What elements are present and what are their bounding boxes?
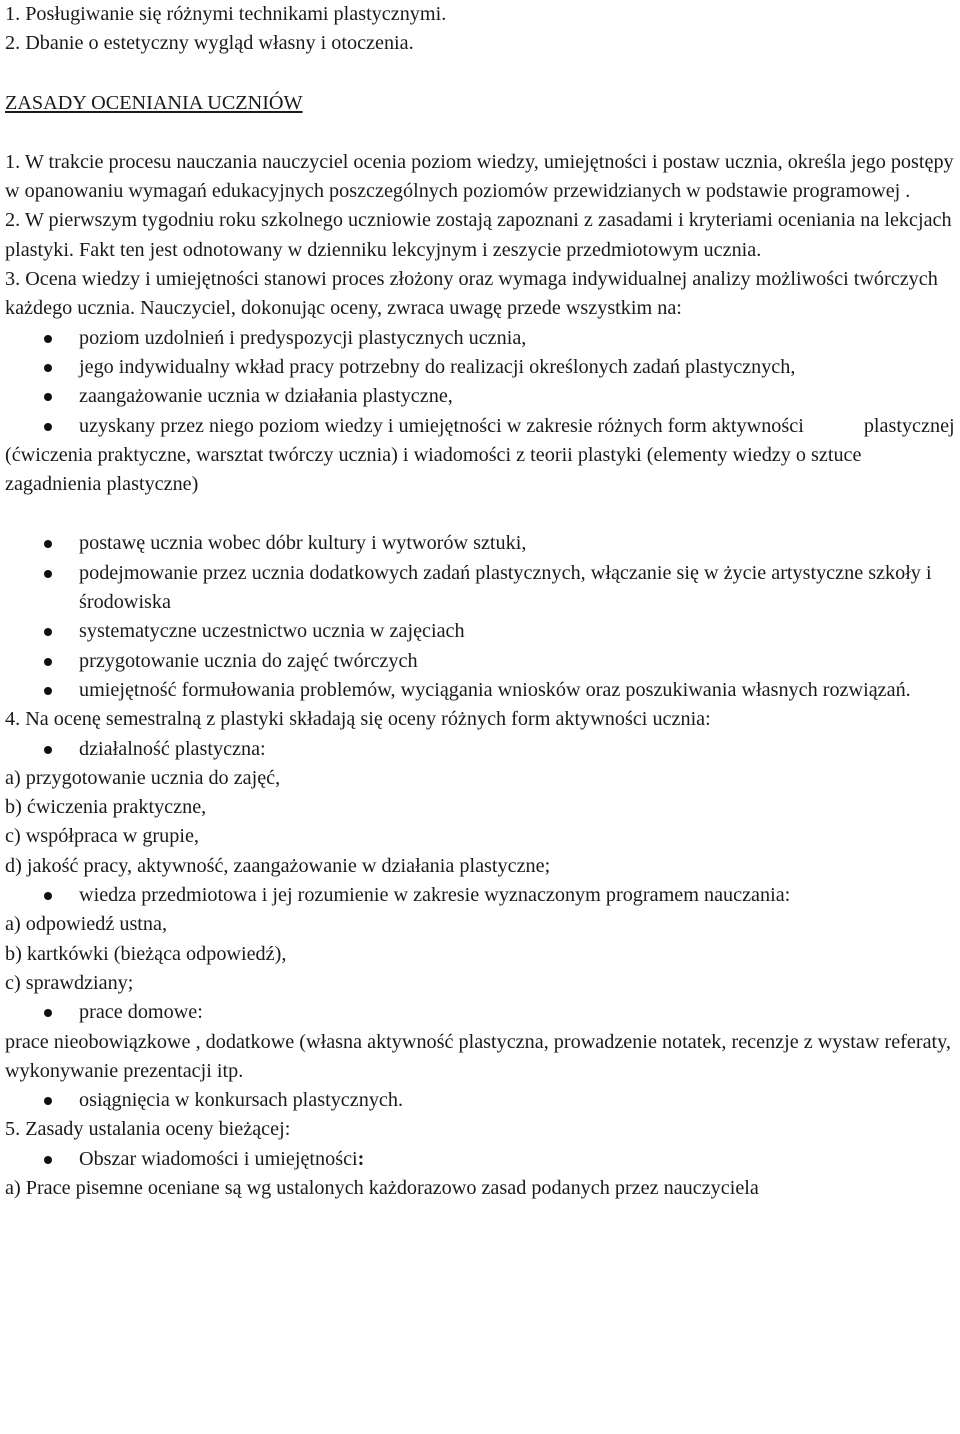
sub-item: b) kartkówki (bieżąca odpowiedź), (5, 942, 287, 965)
list-item (5, 529, 957, 558)
list-item (5, 324, 957, 353)
list-item-tail: plastycznej (863, 414, 955, 437)
list-item (5, 881, 957, 910)
list-item (5, 647, 957, 676)
bullet-icon (44, 570, 52, 578)
bullet-icon (44, 1097, 52, 1105)
activity-list-3 (5, 998, 957, 1027)
activity-list-2 (5, 881, 957, 910)
bullet-icon (44, 1156, 52, 1164)
sub-item: c) współpraca w grupie, (5, 825, 199, 848)
list-item (5, 1086, 957, 1115)
list-item-text: prace domowe: (79, 1001, 203, 1024)
intro-line-2: 2. Dbanie o estetyczny wygląd własny i otoczenia. (5, 32, 414, 55)
bullet-icon (44, 364, 52, 372)
list-item-text: jego indywidualny wkład pracy potrzebny do realizacji określonych zadań plastycznych, (79, 355, 796, 378)
list-item (5, 676, 957, 705)
list-item-text: postawę ucznia wobec dóbr kultury i wytworów sztuki, (79, 532, 527, 555)
list-item (5, 617, 957, 646)
paragraph-3: 3. Ocena wiedzy i umiejętności stanowi proces złożony oraz wymaga indywidualnej analizy możliwości twórczych każdego ucznia. Nauczyciel, dokonując oceny, zwraca uwagę przede wszystkim na: (5, 268, 938, 320)
paragraph-2: 2. W pierwszym tygodniu roku szkolnego uczniowie zostają zapoznani z zasadami i kryteriami oceniania na lekcjach plastyki. Fakt ten jest odnotowany w dzienniku lekcyjnym i zeszycie przedmiotowym ucznia. (5, 209, 952, 261)
list-item-text: poziom uzdolnień i predyspozycji plastycznych ucznia, (79, 326, 527, 349)
list-item-text: osiągnięcia w konkursach plastycznych. (79, 1089, 404, 1112)
list-item (5, 382, 957, 411)
list-item-text: uzyskany przez niego poziom wiedzy i umiejętności w zakresie różnych form aktywności (79, 414, 804, 437)
sub-item: a) przygotowanie ucznia do zajęć, (5, 766, 281, 789)
list-item-colon: : (357, 1147, 365, 1170)
document-page (5, 0, 957, 1203)
activity-list-1 (5, 735, 957, 764)
sub-item: a) odpowiedź ustna, (5, 913, 168, 936)
bullet-icon (44, 687, 52, 695)
paragraph-5: 5. Zasady ustalania oceny bieżącej: (5, 1118, 291, 1141)
list-item (5, 998, 957, 1027)
list-item (5, 412, 957, 441)
list-item (5, 1145, 957, 1174)
bullet-icon (44, 658, 52, 666)
intro-line-1: 1. Posługiwanie się różnymi technikami plastycznymi. (5, 3, 447, 25)
paragraph-1: 1. W trakcie procesu nauczania nauczyciel ocenia poziom wiedzy, umiejętności i postaw ucznia, określa jego postępy w opanowaniu wymagań edukacyjnych poszczególnych poziomów przewidzianych w podstawie programowej . (5, 150, 954, 203)
list-item-text: podejmowanie przez ucznia dodatkowych zadań plastycznych, włączanie się w życie artystyczne szkoły i środowiska (79, 561, 932, 614)
last-line: a) Prace pisemne oceniane są wg ustalonych każdorazowo zasad podanych przez nauczyciela (5, 1176, 759, 1199)
activity-list-4 (5, 1086, 957, 1115)
criteria-list (5, 324, 957, 441)
bullet-icon (44, 628, 52, 636)
list-item-text: Obszar wiadomości i umiejętności (79, 1147, 358, 1170)
list-item-text: zaangażowanie ucznia w działania plastyczne, (79, 385, 453, 408)
bullet-icon (44, 423, 52, 431)
list-item-text: wiedza przedmiotowa i jej rozumienie w zakresie wyznaczonym programem nauczania: (79, 884, 791, 907)
list-item (5, 559, 957, 618)
bullet-icon (44, 335, 52, 343)
bullet-icon (44, 540, 52, 548)
list-item (5, 735, 957, 764)
sub-item: c) sprawdziany; (5, 971, 134, 994)
list-item (5, 353, 957, 382)
attitude-list (5, 529, 957, 705)
sub-item: d) jakość pracy, aktywność, zaangażowanie w działania plastyczne; (5, 854, 551, 877)
bullet-icon (44, 892, 52, 900)
list-item-text: umiejętność formułowania problemów, wyciągania wniosków oraz poszukiwania własnych rozwiązań. (79, 678, 911, 701)
bullet-icon (44, 393, 52, 401)
bullet-icon (44, 1009, 52, 1017)
sub-item: b) ćwiczenia praktyczne, (5, 796, 207, 819)
paragraph-4: 4. Na ocenę semestralną z plastyki składają się oceny różnych form aktywności ucznia: (5, 708, 711, 731)
list-item-text: przygotowanie ucznia do zajęć twórczych (79, 649, 418, 672)
bullet-icon (44, 746, 52, 754)
sub-paragraph: prace nieobowiązkowe , dodatkowe (własna aktywność plastyczna, prowadzenie notatek, recenzje z wystaw referaty, wykonywanie prezentacji itp. (5, 1030, 951, 1082)
list-item-text: systematyczne uczestnictwo ucznia w zajęciach (79, 620, 465, 643)
area-list (5, 1145, 957, 1174)
section-heading: ZASADY OCENIANIA UCZNIÓW (5, 91, 303, 114)
list-item-text: działalność plastyczna: (79, 737, 266, 760)
paragraph-3b: (ćwiczenia praktyczne, warsztat twórczy ucznia) i wiadomości z teorii plastyki (elementy wiedzy o sztuce zagadnienia plastyczne) (5, 443, 862, 496)
